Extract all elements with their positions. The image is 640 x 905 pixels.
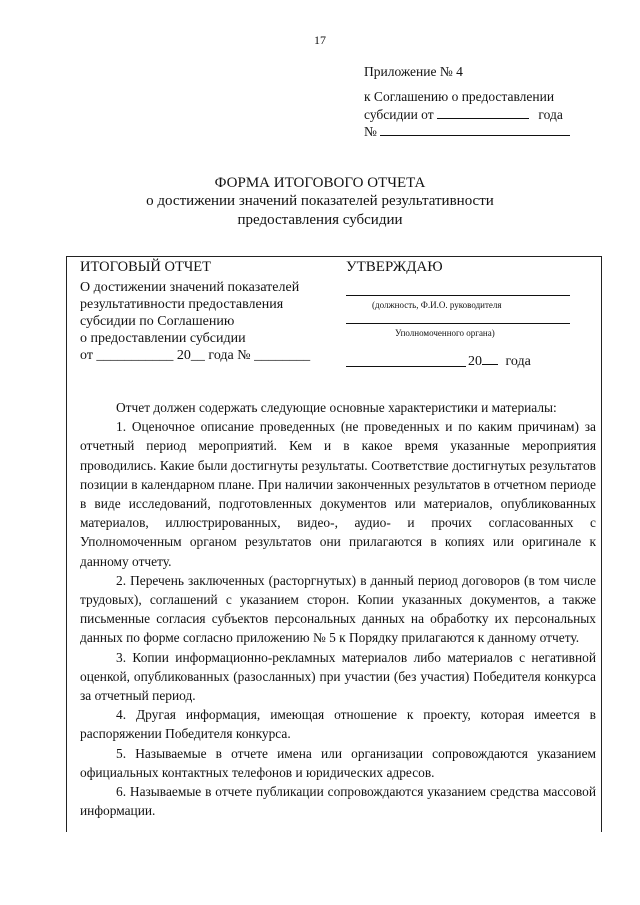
left-line-1: О достижении значений показателей [80,280,300,295]
left-date-line: от ___________ 20__ года № ________ [80,348,311,363]
left-line-4: о предоставлении субсидии [80,331,246,346]
appendix-title: Приложение № 4 [364,64,463,79]
appendix-line-3 [364,123,570,140]
appendix-number-sign: № [364,124,377,139]
right-date [468,352,531,370]
body-item-4: 4. Другая информация, имеющая отношение к проекту, которая имеется в распоряжении Победителя конкурса. [80,707,596,742]
year-blank [482,352,498,365]
body-item-5: 5. Называемые в отчете имена или организации сопровождаются указанием официальных контактных телефонов и юридических адресов. [80,745,596,780]
right-heading: УТВЕРЖДАЮ [346,259,443,275]
signature-line-1 [346,295,570,296]
body-item-2: 2. Перечень заключенных (расторгнутых) в данный период договоров (в том числе трудовых), соглашений с указанием сторон. Копии указанных документов, а также письменные согласия субъектов персональных данных на обработку их персональных данных по форме согласно приложению № 5 к Порядку прилагаются к данному отчету. [80,572,596,646]
left-line-3: субсидии по Соглашению [80,314,235,329]
form-title: ФОРМА ИТОГОВОГО ОТЧЕТА [214,175,426,191]
body-item-3: 3. Копии информационно-рекламных материалов либо материалов с негативной оценкой, опубликованных (разосланных) при участии (без участия) Победителя конкурса за отчетный период. [80,649,596,704]
number-blank [380,123,570,136]
body-item-1: 1. Оценочное описание проведенных (не проведенных и по каким причинам) за отчетный период мероприятий. Кем и в какое время указанные мероприятия проводились. Какие были достигнуты результаты. Соответствие достигнутых результатов позиции в календарном плане. При наличии законченных результатов в отчетном периоде в виде исследований, подготовленных документов или материалов, опубликованных материалов, иллюстрированных, видео-, аудио- и прочих согласованных с Уполномоченным органом результатов они прилагаются в копиях или оригинале к данному отчету. [80,419,596,569]
form-subtitle-2: предоставления субсидии [237,212,403,228]
report-body [80,398,596,820]
right-date-year: года [505,354,531,369]
body-item-6: 6. Называемые в отчете публикации сопровождаются указанием средства массовой информации. [80,784,596,819]
right-date-20: 20 [468,354,482,369]
date-line-blank [346,366,466,367]
body-intro: Отчет должен содержать следующие основные характеристики и материалы: [116,400,557,415]
appendix-line-1: к Соглашению о предоставлении [364,89,555,104]
appendix-line-2 [364,106,563,123]
appendix-line-2-prefix: субсидии от [364,107,434,122]
appendix-line-2-suffix: года [538,107,563,122]
form-subtitle-1: о достижении значений показателей результативности [146,193,494,209]
right-caption-1: (должность, Ф.И.О. руководителя [372,300,502,310]
signature-line-2 [346,323,570,324]
right-caption-2: Уполномоченного органа) [395,328,495,338]
left-heading: ИТОГОВЫЙ ОТЧЕТ [80,259,211,275]
date-blank [437,106,529,119]
left-line-2: результативности предоставления [80,297,284,312]
page-number: 17 [314,33,326,47]
